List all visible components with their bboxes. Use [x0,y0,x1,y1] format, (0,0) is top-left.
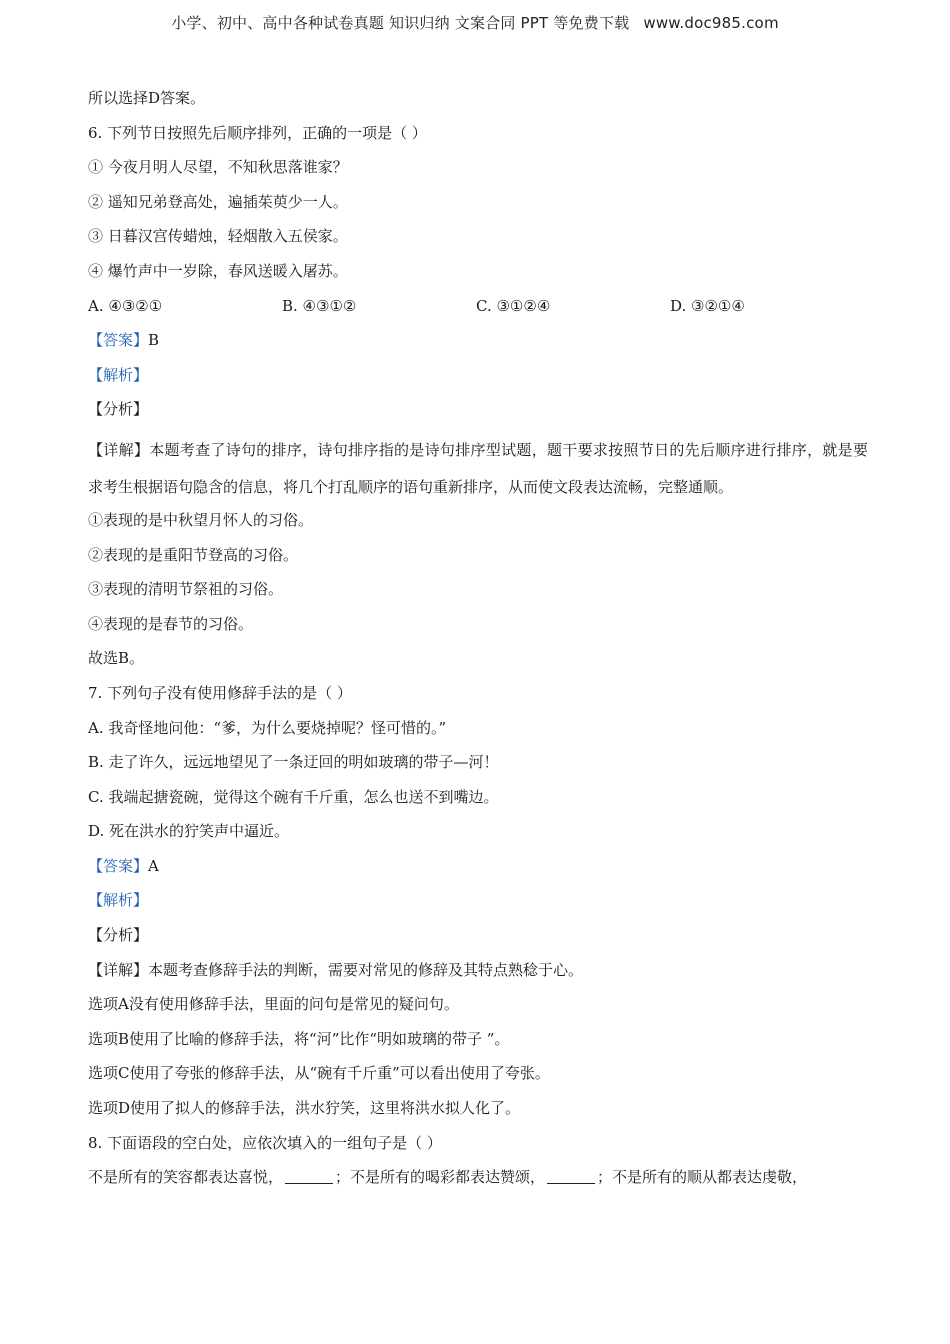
q7-explain-2: 选项B使用了比喻的修辞手法，将“河”比作“明如玻璃的带子 ”。 [88,1029,510,1048]
q7-explain-3: 选项C使用了夸张的修辞手法，从“碗有千斤重”可以看出使用了夸张。 [88,1064,550,1083]
q8-part-2: ；不是所有的喝彩都表达赞颂， [335,1168,546,1187]
text-line: 所以选择D答案。 [88,89,206,107]
q7-explain-4: 选项D使用了拟人的修辞手法，洪水狞笑，这里将洪水拟人化了。 [88,1099,521,1118]
fill-blank-1[interactable] [285,1167,333,1184]
question-8: 8. 下面语段的空白处，应依次填入的一组句子是（ ） [88,1133,442,1152]
answer-value: B [148,331,160,350]
q6-answer [88,328,868,363]
header-url[interactable]: www.doc985.com [643,14,779,32]
q6-options [88,294,868,329]
fill-blank-2[interactable] [547,1167,595,1184]
q7-fenxi-tag: 【分析】 [88,926,149,945]
answer-tag: 【答案】 [88,331,149,350]
detail-text: 本题考查修辞手法的判断，需要对常见的修辞及其特点熟稔于心。 [148,960,584,979]
q6-explain-3: ③表现的清明节祭祖的习俗。 [88,580,284,599]
q6-sentence-4: ④ 爆竹声中一岁除，春风送暖入屠苏。 [88,261,348,280]
detail-tag: 【详解】 [88,960,149,979]
q6-explain-1: ①表现的是中秋望月怀人的习俗。 [88,510,314,529]
q6-option-b: B. ④③①② [282,296,357,315]
detail-tag: 【详解】 [88,440,150,459]
q7-option-a: A. 我奇怪地问他：“爹，为什么要烧掉呢？怪可惜的。” [88,718,447,737]
q8-part-3: ；不是所有的顺从都表达虔敬， [597,1168,808,1187]
q7-option-c: C. 我端起搪瓷碗，觉得这个碗有千斤重，怎么也送不到嘴边。 [88,787,499,806]
header-text: 小学、初中、高中各种试卷真题 知识归纳 文案合同 PPT 等免费下载 [171,14,630,32]
q6-explain-2: ②表现的是重阳节登高的习俗。 [88,545,299,564]
document-body [88,86,868,1200]
q6-sentence-3: ③ 日暮汉宫传蜡烛，轻烟散入五侯家。 [88,227,348,246]
q7-answer [88,854,868,889]
q6-option-c: C. ③①②④ [476,296,551,315]
q6-sentence-2: ② 遥知兄弟登高处，遍插茱萸少一人。 [88,192,348,211]
q6-jiexi-tag: 【解析】 [88,365,149,384]
detail-text: 本题考查了诗句的排序，诗句排序指的是诗句排序型试题，题干要求按照节日的先后顺序进行排序，就是要求考生根据语句隐含的信息，将几个打乱顺序的语句重新排序，从而使文段表达流畅，完整通顺。 [88,440,868,496]
q6-sentence-1: ① 今夜月明人尽望，不知秋思落谁家？ [88,158,348,177]
q7-option-b: B. 走了许久，远远地望见了一条迂回的明如玻璃的带子—河！ [88,753,499,772]
q7-explain-1: 选项A没有使用修辞手法，里面的问句是常见的疑问句。 [88,995,459,1014]
q6-explain-4: ④表现的是春节的习俗。 [88,614,254,633]
q8-passage [88,1165,868,1200]
q7-option-d: D. 死在洪水的狞笑声中逼近。 [88,822,290,841]
answer-value: A [148,856,159,875]
q7-jiexi-tag: 【解析】 [88,891,149,910]
q7-detail [88,958,868,993]
q6-detail [88,432,868,508]
question-7: 7. 下列句子没有使用修辞手法的是（ ） [88,683,352,702]
q6-option-a: A. ④③②① [88,296,163,315]
q6-fenxi-tag: 【分析】 [88,400,149,419]
page-header [0,12,950,33]
q6-final: 故选B。 [88,649,145,668]
question-6: 6. 下列节日按照先后顺序排列，正确的一项是（ ） [88,123,427,142]
q6-option-d: D. ③②①④ [670,296,745,315]
answer-tag: 【答案】 [88,856,149,875]
q8-part-1: 不是所有的笑容都表达喜悦， [88,1168,284,1187]
